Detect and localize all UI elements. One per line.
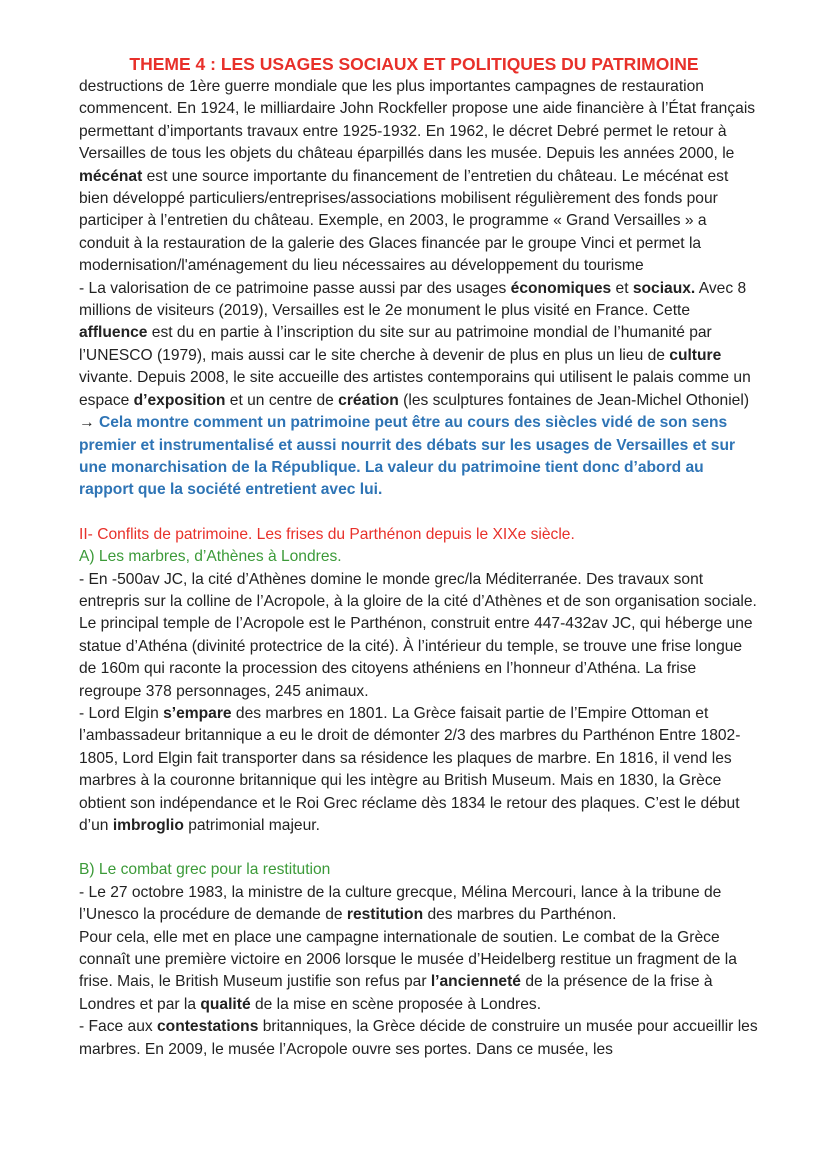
conclusion-highlight: Cela montre comment un patrimoine peut être au cours des siècles vidé de son sens premier et instrumentalisé et aussi nourrit des débats sur les usages de Versailles et sur une monarchisation de la République. La valeur du patrimoine tient donc d’abord au rapport que la société entretient avec lui. (79, 414, 736, 499)
text-run: vivante. Depuis 2008, le site accueille des artistes contemporains qui utilisent le palais comme un espace (79, 369, 751, 409)
text-run: - Lord Elgin (79, 704, 164, 722)
text-run: destructions de 1ère guerre mondiale que les plus importantes campagnes de restauration commencent. En 1924, le milliardaire John Rockfeller propose une aide financière à l’État français permettant d’importants travaux entre 1925-1932. En 1962, le décret Debré permet le retour à Versailles de tous les objets du château éparpillés dans les musée. Depuis les années 2000, le (79, 78, 756, 163)
text-run: - La valorisation de ce patrimoine passe aussi par des usages (79, 279, 511, 297)
text-run: est du en partie à l’inscription du site sur au patrimoine mondial de l’humanité par l’UNESCO (1979), mais aussi car le site cherche à devenir de plus en plus un lieu de (79, 324, 712, 364)
text-run: Pour cela, elle met en place une campagne internationale de soutien. Le combat de la Grèce connaît une première victoire en 2006 lorsque le musée d’Heidelberg restitue un fragment de la frise. Mais, le British Museum justifie son refus par (79, 928, 737, 991)
bold-term: s’empare (163, 704, 232, 722)
bold-term: contestations (157, 1018, 259, 1036)
bold-term: sociaux. (632, 279, 696, 297)
paragraph-lord-elgin (79, 703, 759, 837)
paragraph-acropolis: - En -500av JC, la cité d’Athènes domine le monde grec/la Méditerranée. Des travaux sont entrepris sur la colline de l’Acropole, à la gloire de la cité d’Athènes et de son organisation sociale. Le principal temple de l’Acropole est le Parthénon, construit entre 447-432av JC, qui héberge une statue d’Athéna (divinité protectrice de la cité). À l’intérieur du temple, se trouve une frise longue de 160m qui raconte la procession des citoyens athéniens en l’honneur d’Athéna. La frise regroupe 378 personnages, 245 animaux. (79, 570, 757, 700)
bold-term: culture (669, 346, 722, 364)
bold-term: qualité (200, 995, 251, 1013)
text-run: et un centre de (225, 391, 339, 409)
paragraph-versailles-funding (79, 76, 759, 278)
subsection-heading-a: A) Les marbres, d’Athènes à Londres. (79, 548, 342, 566)
text-run: Avec 8 millions de visiteurs (2019), Versailles est le 2e monument le plus visité en France. Cette (79, 279, 747, 320)
spacer (79, 837, 759, 859)
document-body (79, 76, 759, 1061)
text-run: (les sculptures fontaines de Jean-Michel Othoniel) → (79, 391, 750, 432)
text-run: est une source importante du financement de l’entretien du château. Le mécénat est bien développé particuliers/entreprises/associations mobilisent régulièrement des fonds pour participer à l’entretien du château. Exemple, en 2003, le programme « Grand Versailles » a conduit à la restauration de la galerie des Glaces financée par le groupe Vinci et permet la modernisation/l'aménagement du lieu nécessaires au développement du tourisme (79, 167, 729, 275)
paragraph-versailles-uses (79, 278, 759, 502)
bold-term: affluence (79, 324, 148, 342)
bold-term: économiques (510, 279, 612, 297)
bold-term: l’ancienneté (430, 973, 521, 991)
bold-term: mécénat (79, 167, 143, 185)
text-run: britanniques, la Grèce décide de construire un musée pour accueillir les marbres. En 2009, le musée l’Acropole ouvre ses portes. Dans ce musée, les (79, 1018, 758, 1058)
text-run: des marbres en 1801. La Grèce faisait partie de l’Empire Ottoman et l’ambassadeur britannique a eu le droit de démonter 2/3 des marbres du Parthénon Entre 1802-1805, Lord Elgin fait transporter dans sa résidence les plaques de marbre. En 1816, il vend les marbres à la couronne britannique qui les intègre au British Museum. Mais en 1830, la Grèce obtient son indépendance et le Roi Grec réclame dès 1834 le retour des plaques. C’est le début d’un (79, 704, 741, 834)
text-run: de la présence de la frise à Londres et par la (79, 973, 713, 1013)
paragraph-campaign (79, 927, 759, 1017)
text-run: - Face aux (79, 1018, 157, 1036)
text-run: - Le 27 octobre 1983, la ministre de la culture grecque, Mélina Mercouri, lance à la tribune de l’Unesco la procédure de demande de (79, 883, 722, 924)
text-run: de la mise en scène proposée à Londres. (250, 995, 542, 1013)
paragraph-acropolis-museum (79, 1016, 759, 1061)
bold-term: imbroglio (112, 817, 184, 834)
subsection-heading-b: B) Le combat grec pour la restitution (79, 861, 331, 879)
page-title: THEME 4 : LES USAGES SOCIAUX ET POLITIQUES DU PATRIMOINE (129, 54, 699, 74)
spacer (79, 502, 759, 524)
section-heading-2: II- Conflits de patrimoine. Les frises du Parthénon depuis le XIXe siècle. (79, 525, 575, 543)
bold-term: restitution (346, 906, 424, 924)
bold-term: d’exposition (133, 391, 226, 409)
bold-term: création (338, 391, 399, 409)
text-run: des marbres du Parthénon. (423, 906, 617, 924)
text-run: patrimonial majeur. (183, 817, 320, 834)
paragraph-mercouri (79, 882, 759, 927)
text-run: et (611, 279, 633, 297)
